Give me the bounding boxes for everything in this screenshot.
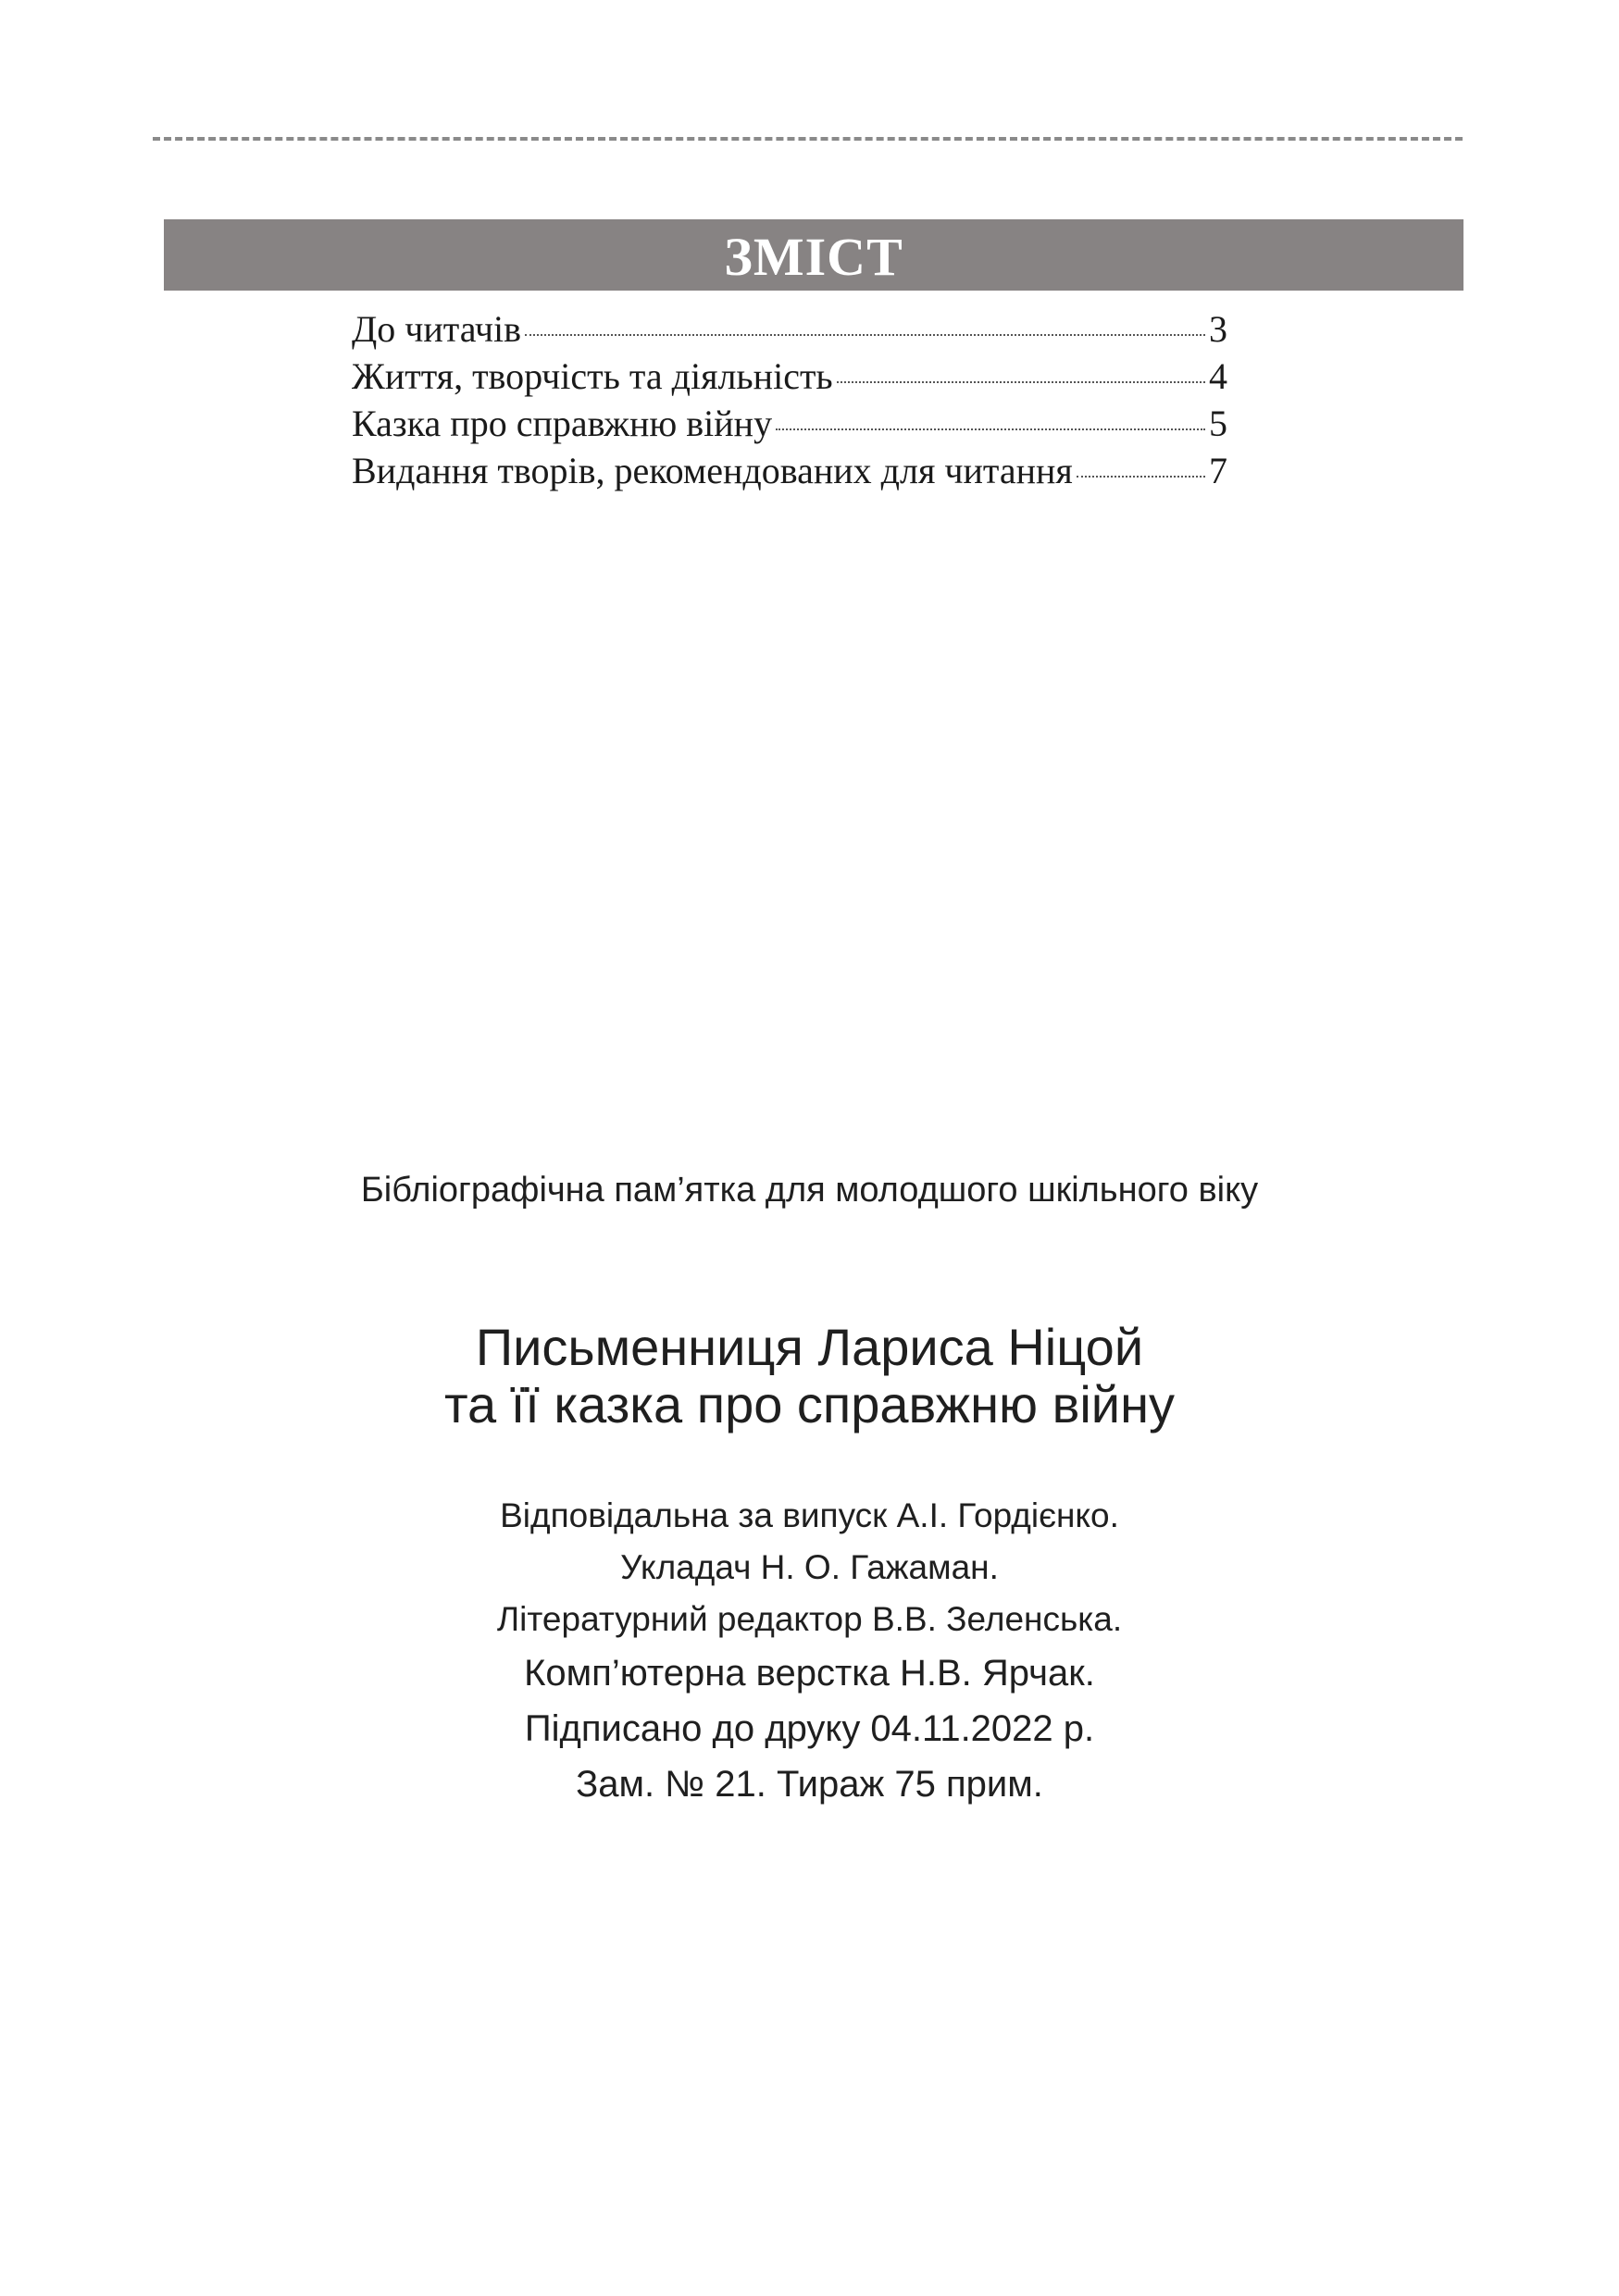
toc-entry-page: 7 [1209, 450, 1227, 491]
toc-entry-page: 5 [1209, 403, 1227, 444]
imprint-credits [0, 1490, 1619, 1812]
toc-leader-dots [837, 381, 1205, 383]
credit-editor: Літературний редактор В.В. Зеленська. [496, 1600, 1123, 1638]
toc-entry-title: До читачів [352, 308, 522, 350]
credit-order-circulation: Зам. № 21. Тираж 75 прим. [576, 1764, 1043, 1805]
toc-leader-dots [1077, 476, 1205, 478]
credit-layout: Комп’ютерна верстка Н.В. Ярчак. [524, 1653, 1095, 1694]
toc-entry [352, 353, 1227, 400]
toc-entry-title: Видання творів, рекомендованих для читання [352, 450, 1073, 491]
credit-responsible: Відповідальна за випуск А.І. Гордієнко. [500, 1496, 1119, 1534]
toc-leader-dots [525, 334, 1205, 336]
cut-line-divider [153, 137, 1463, 141]
credit-compiler: Укладач Н. О. Гажаман. [620, 1548, 999, 1586]
toc-entry-title: Життя, творчість та діяльність [352, 355, 833, 397]
toc-entry [352, 305, 1227, 353]
toc-heading-bar [164, 219, 1463, 291]
toc-entry [352, 400, 1227, 447]
publication-title-line2: та її казка про справжню війну [443, 1375, 1175, 1433]
publication-title-line1: Письменниця Лариса Ніцой [475, 1318, 1144, 1376]
credit-print-date: Підписано до друку 04.11.2022 р. [524, 1708, 1095, 1749]
toc-entry [352, 447, 1227, 494]
toc-leader-dots [776, 428, 1205, 430]
bibliographic-note: Бібліографічна пам’ятка для молодшого шкільного віку [360, 1171, 1259, 1210]
toc-heading: ЗМІСТ [724, 226, 903, 287]
toc-entry-title: Казка про справжню війну [352, 403, 773, 444]
table-of-contents [352, 305, 1227, 494]
publication-title [0, 1319, 1619, 1433]
toc-entry-page: 3 [1209, 308, 1227, 350]
toc-entry-page: 4 [1209, 355, 1227, 397]
